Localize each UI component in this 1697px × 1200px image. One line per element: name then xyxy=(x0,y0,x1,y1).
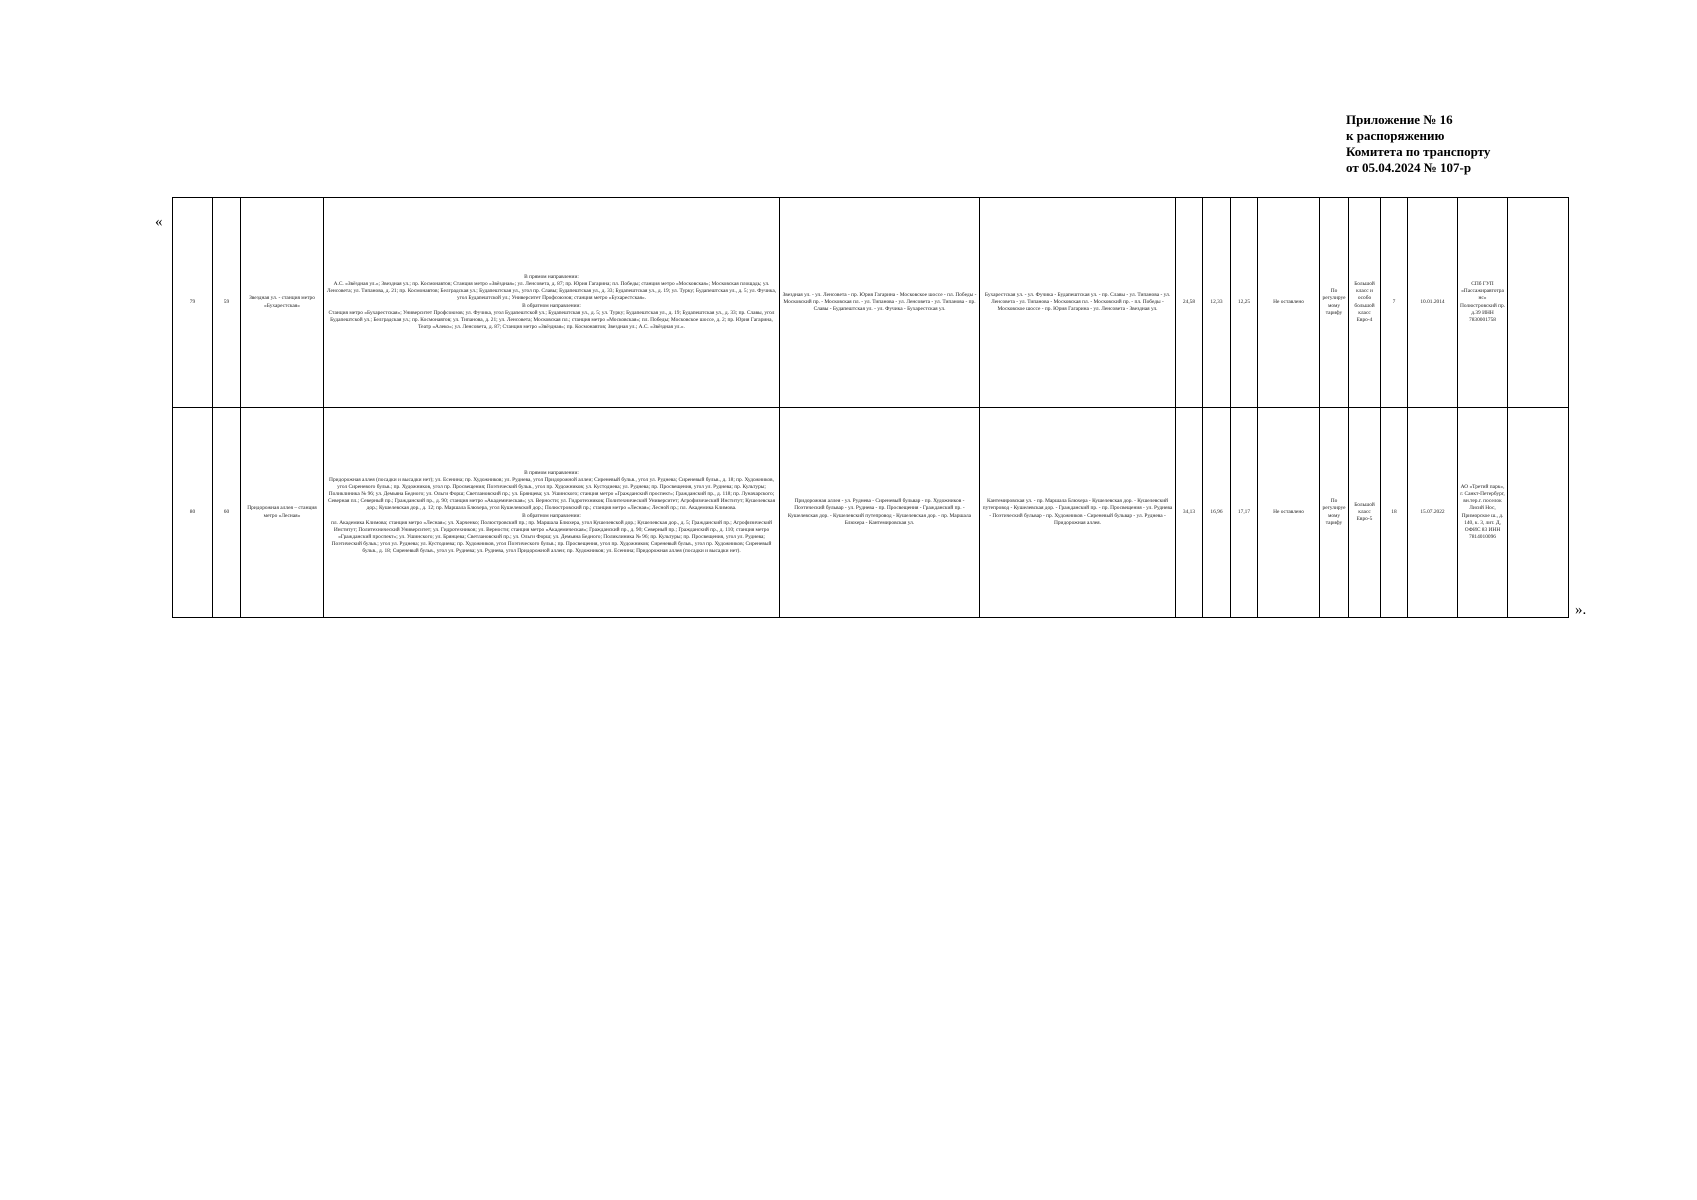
appendix-header xyxy=(1346,112,1490,176)
route-number-cell: 59 xyxy=(213,198,241,408)
stops-forward-title: В прямом направлении: xyxy=(524,469,579,476)
tariff-cell: По регулируемому тарифу xyxy=(1320,198,1349,408)
stops-backward-list: пл. Академика Климова; станция метро «Лесная»; ул. Харченко; Полюстровский пр.; пр. Маршала Блюхера, угол Кушелевской дор.; Кушелевская дор., д. 5; Гражданский пр.; Агрофизический Институт; Политехнический Университет; ул. Гидротехников; ул. Верности; станция метро «Академическая»; Гражданский пр., д. 90; Северный пр.; Гражданский пр., д. 110; станция метро «Гражданский проспект»; ул. Ушинского; ул. Брянцева; Светлановский пр.; ул. Ольги Форш; ул. Демьяна Бедного; Поликлиника № 96; пр. Культуры; пр. Просвещения, угол ул. Руднева; Поэтический бульв.; угол ул. Руднева; ул. Кустодиева; пр. Художников, угол Поэтического бульв.; пр. Просвещения, угол пр. Художников; Сиреневый бульв., угол пр. Художников; Сиреневый бульв., д. 18; Сиреневый бульв., угол ул. Руднева; ул. Руднева, угол Придорожной аллеи; пр. Художников; ул. Есенина; Придорожная аллея (посадки и высадки нет). xyxy=(330,519,773,554)
table-row xyxy=(173,408,1569,618)
stops-cell xyxy=(324,198,780,408)
stops-forward-list: Придорожная аллея (посадки и высадки нет); ул. Есенина; пр. Художников; ул. Руднева, угол Придорожной аллеи; Сиреневый бульв., угол ул. Руднева; Сиреневый бульв., д. 18; пр. Художников, угол Сиреневого бульв.; пр. Художников, угол пр. Просвещения; Поэтический бульв., угол пр. Художников; ул. Кустодиева; ул. Руднева; пр. Просвещения, угол ул. Руднева; пр. Культуры; Поликлиника № 96; ул. Демьяна Бедного; ул. Ольги Форш; Светлановский пр.; ул. Брянцева; ул. Ушинского; станция метро «Гражданский проспект»; Гражданский пр., д. 118; пр. Луначарского; Северная пл.; Северный пр.; Гражданский пр., д. 90; станция метро «Академическая»; ул. Верности; ул. Гидротехников; Политехнический Университет; Агрофизический Институт; Кушелевская дор.; Кушелевская дор., д. 12; пр. Маршала Блюхера, угол Кушелевской дор.; Полюстровский пр.; станция метро «Лесная»; Лесной пр.; пл. Академика Климова. xyxy=(327,477,776,512)
table-row xyxy=(173,198,1569,408)
stops-backward-title: В обратном направлении: xyxy=(522,302,581,309)
reg-number-cell: 79 xyxy=(173,198,213,408)
length-forward-cell: 16,96 xyxy=(1203,408,1231,618)
stops-rule-cell: Не оставлено xyxy=(1258,198,1320,408)
route-name-cell: Придорожная аллея – станция метро «Лесная» xyxy=(241,408,324,618)
vehicle-count-cell: 7 xyxy=(1381,198,1408,408)
stops-forward-list: А.С. «Звёздная ул.»; Звездная ул.; пр. Космонавтов; Станция метро «Звёздная»; ул. Ленсовета, д. 87; пр. Юрия Гагарина; пл. Победы; станция метро «Московская»; Московская площадь; ул. Ленсовета; ул. Типанова, д. 21; пр. Космонавтов; Белградская ул.; Будапештская ул., угол пр. Славы; Будапештская ул., д. 33; Будапештская ул., д. 19; ул. Турку; Будапештская ул., д. 5; ул. Фучика, угол Будапештской ул.; Университет Профсоюзов; станция метро «Бухарестская». xyxy=(326,281,777,302)
stops-backward-list: Станция метро «Бухарестская»; Университет Профсоюзов; ул. Фучика, угол Будапештской ул.; Будапештская ул., д. 5; ул. Турку; Будапештская ул., д. 19; Будапештская ул., д. 33; пр. Славы, угол Будапештской ул.; Белградская ул.; пр. Космонавтов; ул. Типанова, д. 21; ул. Ленсовета; Московская пл.; станция метро «Московская»; пл. Победы; Московское шоссе, д. 2; пр. Юрия Гагарина, Театр «Алеко»; ул. Ленсовета, д. 87; Станция метро «Звёздная»; пр. Космонавтов; Звездная ул.; А.С. «Звёздная ул.». xyxy=(328,309,775,330)
stops-forward-title: В прямом направлении: xyxy=(524,274,579,281)
routes-table xyxy=(172,197,1569,618)
length-backward-cell: 17,17 xyxy=(1231,408,1258,618)
reg-number-cell: 80 xyxy=(173,408,213,618)
streets-forward-cell: Придорожная аллея - ул. Руднева - Сиреневый бульвар - пр. Художников - Поэтический бульвар - ул. Руднева - пр. Просвещения - Гражданский пр. - Кушелевская дор. - Кушелевский путепровод - Кушелевская дор. - пр. Маршала Блюхера - Кантемировская ул. xyxy=(780,408,980,618)
length-total-cell: 34,13 xyxy=(1176,408,1203,618)
closing-quote: ». xyxy=(1575,602,1587,618)
streets-backward-cell: Бухарестская ул. - ул. Фучика - Будапештская ул. - пр. Славы - ул. Типанова - ул. Ленсовета - ул. Типанова - Московская пл. - Московский пр. - пл. Победы - Московское шоссе - пр. Юрия Гагарина - ул. Ленсовета - Звездная ул. xyxy=(980,198,1176,408)
vehicle-class-cell: Большой класс Евро-5 xyxy=(1349,408,1381,618)
route-name-cell: Звездная ул. - станция метро «Бухарестская» xyxy=(241,198,324,408)
stops-backward-title: В обратном направлении: xyxy=(522,512,581,519)
length-forward-cell: 12,33 xyxy=(1203,198,1231,408)
appendix-line: от 05.04.2024 № 107-р xyxy=(1346,160,1472,175)
stops-cell xyxy=(324,408,780,618)
vehicle-class-cell: Большой класс и особо большой класс Евро-4 xyxy=(1349,198,1381,408)
vehicle-count-cell: 18 xyxy=(1381,408,1408,618)
carrier-cell: СПб ГУП «Пассажиравтотранс» Полюстровский пр. д.39 ИНН 7830001758 xyxy=(1458,198,1508,408)
length-total-cell: 24,58 xyxy=(1176,198,1203,408)
streets-forward-cell: Звездная ул. - ул. Ленсовета - пр. Юрия Гагарина - Московское шоссе - пл. Победы - Московский пр. - Московская пл. - ул. Типанова - ул. Ленсовета - ул. Типанова - пр. Славы - Будапештская ул. - ул. Фучика - Бухарестская ул. xyxy=(780,198,980,408)
opening-quote: « xyxy=(155,214,163,230)
carrier-cell: АО «Третий парк», г. Санкт-Петербург, вн.тер.г. поселок Лисий Нос, Приморское ш., д. 140, к. 3, лит. Д, ОФИС 83 ИНН 7814010096 xyxy=(1458,408,1508,618)
start-date-cell: 10.01.2014 xyxy=(1408,198,1458,408)
route-number-cell: 60 xyxy=(213,408,241,618)
tariff-cell: По регулируемому тарифу xyxy=(1320,408,1349,618)
length-backward-cell: 12,25 xyxy=(1231,198,1258,408)
appendix-line: Приложение № 16 xyxy=(1346,112,1453,127)
start-date-cell: 15.07.2022 xyxy=(1408,408,1458,618)
appendix-line: к распоряжению xyxy=(1346,128,1445,143)
empty-cell xyxy=(1508,198,1569,408)
empty-cell xyxy=(1508,408,1569,618)
appendix-line: Комитета по транспорту xyxy=(1346,144,1491,159)
stops-rule-cell: Не оставлено xyxy=(1258,408,1320,618)
streets-backward-cell: Кантемировская ул. - пр. Маршала Блюхера - Кушелевская дор. - Кушелевский путепровод - Кушелевская дор. - Гражданский пр. - пр. Просвещения - ул. Руднева - Поэтический бульвар - пр. Художников - Сиреневый бульвар - ул. Руднева - Придорожная аллея. xyxy=(980,408,1176,618)
